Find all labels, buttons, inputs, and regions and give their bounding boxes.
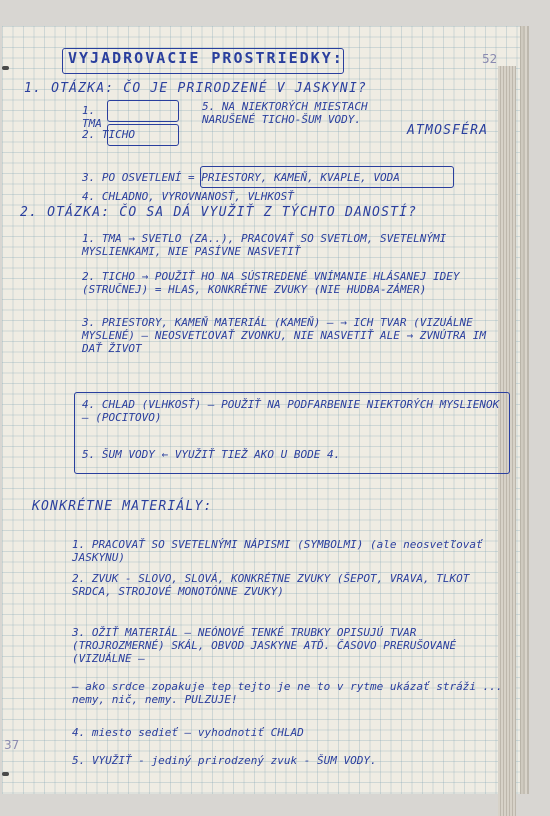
point-2: 2. TICHO → POUŽIŤ HO NA SÚSTREDENÉ VNÍMANIE HLÁSANEJ IDEY (STRUČNEJ) = HLAS, KONKRÉTNE ZVUKY (NIE HUDBA-ZÁMER) bbox=[82, 270, 460, 296]
answer-box-tma bbox=[107, 100, 179, 122]
material-5: 5. VYUŽIŤ - jediný prirodzený zvuk - ŠUM VODY. bbox=[72, 754, 377, 767]
answer-4: 4. CHLADNO, VYROVNANOSŤ, VLHKOSŤ bbox=[82, 190, 294, 203]
answer-3: 3. PO OSVETLENÍ = PRIESTORY, KAMEŇ, KVAPLE, VODA bbox=[82, 171, 400, 184]
question-1: 1. OTÁZKA: ČO JE PRIRODZENÉ V JASKYNI? bbox=[24, 81, 368, 96]
point-3: 3. PRIESTORY, KAMEŇ MATERIÁL (KAMEŇ) — → ICH TVAR (VIZUÁLNE MYSLENÉ) — NEOSVETĽOVAŤ ZVONKU, NIE NASVETIŤ ALE → ZVNÚTRA IM DAŤ ŽIVOT bbox=[82, 316, 486, 355]
spiral-binding bbox=[2, 66, 9, 70]
spiral-binding bbox=[2, 772, 9, 776]
bottom-margin-number: 37 bbox=[4, 738, 20, 752]
question-2: 2. OTÁZKA: ČO SA DÁ VYUŽIŤ Z TÝCHTO DANOSTÍ? bbox=[20, 205, 418, 220]
answer-1: 1. TMA bbox=[82, 104, 102, 130]
material-3: 3. OŽIŤ MATERIÁL — NEÓNOVÉ TENKÉ TRUBKY OPISUJÚ TVAR (TROJROZMERNÉ) SKÁL, OBVOD JASKYNE ATĎ. ČASOVO PRERUŠOVANÉ (VIZUÁLNE — bbox=[72, 626, 457, 665]
point-4: 4. CHLAD (VLHKOSŤ) — POUŽIŤ NA PODFARBENIE NIEKTORÝCH MYSLIENOK — (POCITOVO) bbox=[82, 398, 500, 424]
atmosphere-label: ATMOSFÉRA bbox=[407, 123, 489, 138]
answer-2: 2. TICHO bbox=[82, 128, 135, 141]
material-1: 1. PRACOVAŤ SO SVETELNÝMI NÁPISMI (SYMBOLMI) (ale neosvetľovať JASKYNU) bbox=[72, 538, 483, 564]
point-1: 1. TMA → SVETLO (ZA..), PRACOVAŤ SO SVETLOM, SVETELNÝMI MYSLIENKAMI, NIE PASÍVNE NASVETIŤ bbox=[82, 232, 447, 258]
answer-5: 5. NA NIEKTORÝCH MIESTACH NARUŠENÉ TICHO-ŠUM VODY. bbox=[202, 100, 368, 126]
section-materials: KONKRÉTNE MATERIÁLY: bbox=[32, 499, 213, 514]
point-5: 5. ŠUM VODY ← VYUŽIŤ TIEŽ AKO U BODE 4. bbox=[82, 448, 341, 461]
notebook-page bbox=[2, 26, 521, 794]
material-3-note: — ako srdce zopakuje tep tejto je ne to v rytme ukázať stráži ... nemy, nič, nemy. PULZUJE! bbox=[72, 680, 503, 706]
material-2: 2. ZVUK - SLOVO, SLOVÁ, KONKRÉTNE ZVUKY (ŠEPOT, VRAVA, TLKOT SRDCA, STROJOVÉ MONOTÓNNE ZVUKY) bbox=[72, 572, 470, 598]
page-number: 52 bbox=[482, 52, 498, 66]
heading: VYJADROVACIE PROSTRIEDKY: bbox=[68, 49, 344, 67]
material-4: 4. miesto sedieť — vyhodnotiť CHLAD bbox=[72, 726, 304, 739]
